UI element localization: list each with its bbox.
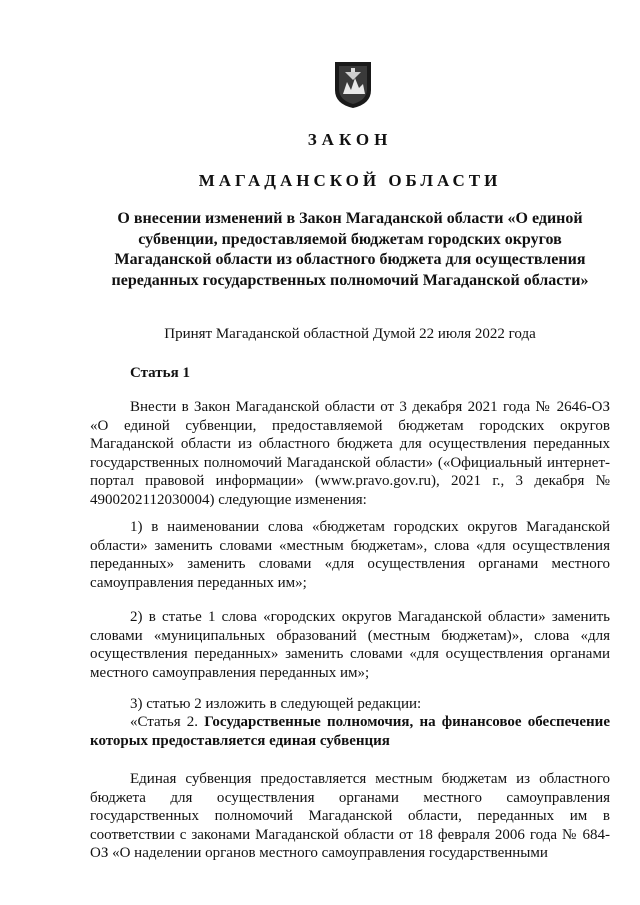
article-1-title: Статья 1 — [130, 365, 190, 381]
quoted-article-title: Государственные полномочия, на финансовое обеспечение которых предоставляется единая субвенция — [90, 714, 610, 749]
article-1-intro: Внести в Закон Магаданской области от 3 декабря 2021 года № 2646-ОЗ «О единой субвенции, предоставляемой бюджетам городских округов Магаданской области из областного бюджета для осуществления переданных государственных полномочий Магаданской области» («Официальный интернет-портал правовой информации» (www.pravo.gov.ru), 2021 г., 3 декабря № 4900202112030004) следующие изменения: — [90, 399, 610, 508]
coat-of-arms-icon — [333, 60, 373, 110]
quoted-article-2-heading — [90, 713, 610, 750]
quoted-article-2-body: Единая субвенция предоставляется местным бюджетам из областного бюджета для осуществления органами местного самоуправления государственных полномочий Магаданской области, переданных им в соответствии с законами Магаданской области от 18 февраля 2006 года № 684-ОЗ «О наделении органов местного самоуправления государственными — [90, 771, 610, 861]
amendment-item-1: 1) в наименовании слова «бюджетам городских округов Магаданской области» заменить словами «местным бюджетам», слова «для осуществления переданных» заменить словами «для осуществления органами местного самоуправления переданных им»; — [90, 519, 610, 591]
law-title: ЗАКОН — [307, 130, 393, 149]
quoted-article-prefix: «Статья 2. — [130, 714, 205, 730]
document-heading: О внесении изменений в Закон Магаданской области «О единой субвенции, предоставляемой бюджетам городских округов Магаданской области из областного бюджета для осуществления переданных государственных полномочий Магаданской области» — [111, 210, 589, 289]
amendment-item-3: 3) статью 2 изложить в следующей редакции: — [130, 696, 422, 712]
amendment-item-2: 2) в статье 1 слова «городских округов Магаданской области» заменить словами «муниципальных образований (местным бюджетам)», слова «для осуществления переданных» заменить словами «для осуществления органами местного самоуправления переданных им»; — [90, 609, 610, 681]
adoption-line: Принят Магаданской областной Думой 22 июля 2022 года — [164, 326, 536, 342]
region-title: МАГАДАНСКОЙ ОБЛАСТИ — [198, 171, 502, 190]
